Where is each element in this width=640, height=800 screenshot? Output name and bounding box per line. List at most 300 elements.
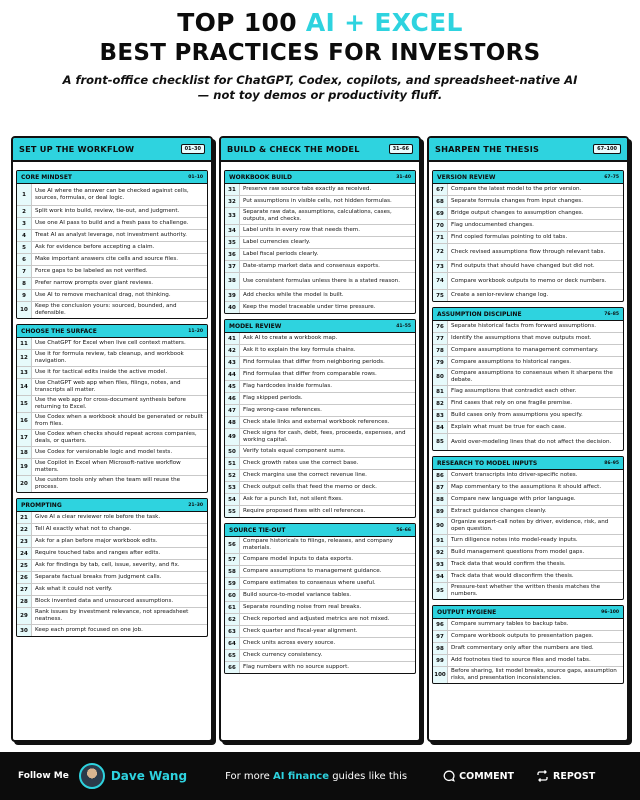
item-number: 16 <box>17 413 32 429</box>
item-number: 55 <box>225 506 240 517</box>
checklist-section <box>224 170 416 314</box>
item-number: 22 <box>17 524 32 535</box>
item-number: 61 <box>225 602 240 613</box>
item-text: Use the web app for cross-document synthesis before returning to Excel. <box>35 397 186 410</box>
title-prefix: TOP 100 <box>177 8 306 37</box>
item-text: Separate formula changes from input changes. <box>451 198 583 204</box>
item-number: 65 <box>225 650 240 661</box>
section-header <box>225 524 415 537</box>
checklist-section <box>432 170 624 302</box>
item-number: 30 <box>17 625 32 636</box>
item-number: 82 <box>433 398 448 409</box>
item-text: Bridge output changes to assumption changes. <box>451 210 584 216</box>
section-range: 96–100 <box>601 609 619 615</box>
checklist-item <box>17 184 207 206</box>
item-text: Separate rounding noise from real breaks. <box>243 604 362 610</box>
avatar[interactable] <box>79 763 105 789</box>
item-text: Find copied formulas pointing to old tabs. <box>451 234 568 240</box>
item-number: 77 <box>433 333 448 344</box>
section-header <box>17 171 207 184</box>
item-text: Label currencies clearly. <box>243 239 311 245</box>
item-number: 26 <box>17 572 32 583</box>
item-text: Track data that would confirm the thesis. <box>451 561 566 567</box>
item-text: Use custom tools only when the team will reuse the process. <box>35 477 181 490</box>
item-text: Ask for evidence before accepting a claim. <box>35 244 155 250</box>
checklist-item <box>225 196 415 208</box>
checklist-item <box>433 547 623 559</box>
item-number: 9 <box>17 290 32 301</box>
item-number: 70 <box>433 220 448 231</box>
checklist-item <box>17 290 207 302</box>
column-header <box>13 138 211 162</box>
section-header <box>17 325 207 338</box>
item-text: Pressure-test whether the written thesis matches the numbers. <box>451 584 601 597</box>
item-text: Ask for a punch list, not silent fixes. <box>243 496 343 502</box>
item-number: 1 <box>17 184 32 205</box>
item-number: 35 <box>225 237 240 248</box>
item-text: Find formulas that differ from comparable rows. <box>243 371 377 377</box>
item-number: 74 <box>433 273 448 289</box>
item-number: 20 <box>17 476 32 492</box>
checklist-item <box>433 619 623 631</box>
item-text: Add footnotes tied to source files and model tabs. <box>451 657 591 663</box>
column-title: SET UP THE WORKFLOW <box>19 144 135 154</box>
item-number: 6 <box>17 254 32 265</box>
item-number: 2 <box>17 206 32 217</box>
item-number: 13 <box>17 367 32 378</box>
section-range: 11–20 <box>188 328 203 334</box>
checklist-item <box>433 369 623 386</box>
item-number: 79 <box>433 357 448 368</box>
item-number: 7 <box>17 266 32 277</box>
checklist-column <box>427 136 629 742</box>
checklist-section <box>432 605 624 684</box>
item-text: Explain what must be true for each case. <box>451 424 567 430</box>
item-text: Date-stamp market data and consensus exports. <box>243 263 380 269</box>
item-number: 83 <box>433 410 448 421</box>
item-number: 28 <box>17 596 32 607</box>
checklist-item <box>433 559 623 571</box>
checklist-item <box>433 518 623 535</box>
checklist-item <box>225 333 415 345</box>
item-text: Ask for a plan before major workbook edits. <box>35 538 158 544</box>
item-number: 62 <box>225 614 240 625</box>
item-text: Flag assumptions that contradict each other. <box>451 388 577 394</box>
checklist-item <box>17 218 207 230</box>
item-text: Compare historicals to filings, releases, and company materials. <box>243 538 393 551</box>
item-number: 78 <box>433 345 448 356</box>
checklist-item <box>225 554 415 566</box>
checklist-item <box>225 626 415 638</box>
page-subtitle: A front-office checklist for ChatGPT, Codex, copilots, and spreadsheet-native AI — not toy demos or productivity fluff. <box>62 73 578 102</box>
column-title: BUILD & CHECK THE MODEL <box>227 144 360 154</box>
checklist-item <box>433 208 623 220</box>
item-text: Use ChatGPT web app when files, filings, notes, and transcripts all matter. <box>35 380 181 393</box>
item-number: 8 <box>17 278 32 289</box>
item-number: 93 <box>433 559 448 570</box>
item-number: 57 <box>225 554 240 565</box>
item-text: Flag hardcodes inside formulas. <box>243 383 333 389</box>
item-number: 72 <box>433 244 448 260</box>
item-number: 75 <box>433 290 448 301</box>
item-number: 58 <box>225 566 240 577</box>
item-number: 71 <box>433 232 448 243</box>
item-text: Block invented data and unsourced assumptions. <box>35 598 174 604</box>
item-number: 5 <box>17 242 32 253</box>
checklist-item <box>17 430 207 447</box>
section-title: VERSION REVIEW <box>437 173 496 181</box>
item-text: Flag numbers with no source support. <box>243 664 350 670</box>
item-number: 46 <box>225 393 240 404</box>
item-number: 4 <box>17 230 32 241</box>
cta-prefix: For more <box>225 770 273 782</box>
checklist-section <box>224 319 416 518</box>
item-text: Ask AI to create a workbook map. <box>243 335 338 341</box>
item-text: Draft commentary only after the numbers are tied. <box>451 645 594 651</box>
item-text: Find formulas that differ from neighboring periods. <box>243 359 385 365</box>
item-number: 38 <box>225 273 240 289</box>
item-text: Flag skipped periods. <box>243 395 303 401</box>
checklist-item <box>17 266 207 278</box>
item-number: 69 <box>433 208 448 219</box>
checklist-item <box>17 338 207 350</box>
item-text: Ask for findings by tab, cell, issue, severity, and fix. <box>35 562 180 568</box>
section-range: 31–40 <box>396 174 411 180</box>
item-text: Separate historical facts from forward assumptions. <box>451 323 597 329</box>
item-text: Compare workbook outputs to memo or deck numbers. <box>451 277 607 284</box>
item-number: 53 <box>225 482 240 493</box>
column-range-badge: 67–100 <box>593 144 621 154</box>
checklist-item <box>225 662 415 673</box>
item-number: 81 <box>433 386 448 397</box>
item-number: 47 <box>225 405 240 416</box>
checklist-item <box>433 261 623 273</box>
item-number: 33 <box>225 208 240 224</box>
item-text: Label fiscal periods clearly. <box>243 251 319 257</box>
checklist-item <box>433 321 623 333</box>
checklist-item <box>17 413 207 430</box>
item-text: Compare workbook outputs to presentation pages. <box>451 633 594 639</box>
item-text: Track data that would disconfirm the thesis. <box>451 573 574 579</box>
item-number: 18 <box>17 447 32 458</box>
checklist-item <box>433 184 623 196</box>
checklist-item <box>225 381 415 393</box>
cta-suffix: guides like this <box>329 770 408 782</box>
item-number: 95 <box>433 583 448 599</box>
item-number: 97 <box>433 631 448 642</box>
item-number: 85 <box>433 434 448 450</box>
cta-accent: AI finance <box>272 770 330 782</box>
item-text: Flag wrong-case references. <box>243 407 322 413</box>
section-range: 76–85 <box>604 311 619 317</box>
checklist-item <box>225 357 415 369</box>
checklist-item <box>433 655 623 667</box>
item-text: Check currency consistency. <box>243 652 323 658</box>
item-text: Keep the conclusion yours: sourced, bounded, and defensible. <box>35 303 177 316</box>
checklist-section <box>224 523 416 674</box>
item-text: Split work into build, review, tie-out, and judgment. <box>35 208 180 214</box>
section-header <box>433 171 623 184</box>
author-name[interactable]: Dave Wang <box>110 769 188 783</box>
checklist-item <box>17 350 207 367</box>
item-number: 48 <box>225 417 240 428</box>
item-number: 56 <box>225 537 240 553</box>
comment-button[interactable] <box>443 770 514 782</box>
item-text: Identify the assumptions that move outputs most. <box>451 335 592 341</box>
checklist-item <box>433 422 623 434</box>
item-number: 94 <box>433 571 448 582</box>
column-header <box>221 138 419 162</box>
item-number: 44 <box>225 369 240 380</box>
column-header <box>429 138 627 162</box>
item-text: Check quarter and fiscal-year alignment. <box>243 628 358 634</box>
item-number: 41 <box>225 333 240 344</box>
checklist-item <box>433 434 623 450</box>
item-number: 10 <box>17 302 32 318</box>
section-title: CORE MINDSET <box>21 173 73 181</box>
item-number: 19 <box>17 459 32 475</box>
item-text: Check reported and adjusted metrics are not mixed. <box>243 616 390 622</box>
item-text: Compare assumptions to consensus when it sharpens the debate. <box>451 370 613 383</box>
item-number: 25 <box>17 560 32 571</box>
section-title: SOURCE TIE-OUT <box>229 526 286 534</box>
item-number: 42 <box>225 345 240 356</box>
checklist-item <box>225 393 415 405</box>
item-text: Prefer narrow prompts over giant reviews. <box>35 280 154 286</box>
header <box>0 8 640 103</box>
checklist-item <box>17 608 207 625</box>
item-number: 64 <box>225 638 240 649</box>
item-text: Avoid over-modeling lines that do not affect the decision. <box>451 438 612 445</box>
item-text: Build cases only from assumptions you specify. <box>451 412 583 418</box>
checklist-item <box>225 302 415 313</box>
item-number: 66 <box>225 662 240 673</box>
item-text: Check units across every source. <box>243 640 336 646</box>
checklist-item <box>17 596 207 608</box>
checklist-item <box>225 290 415 302</box>
item-text: Extract guidance changes cleanly. <box>451 508 547 514</box>
item-text: Compare assumptions to historical ranges. <box>451 359 572 365</box>
item-text: Use Codex when a workbook should be generated or rebuilt from files. <box>35 414 203 427</box>
checklist-item <box>17 302 207 318</box>
item-number: 99 <box>433 655 448 666</box>
item-number: 90 <box>433 518 448 534</box>
item-text: Tell AI exactly what not to change. <box>35 526 132 532</box>
item-number: 88 <box>433 494 448 505</box>
item-text: Build source-to-model variance tables. <box>243 592 352 598</box>
follow-label: Follow Me <box>18 771 69 781</box>
item-number: 32 <box>225 196 240 207</box>
checklist-item <box>225 590 415 602</box>
checklist-item <box>433 345 623 357</box>
checklist-item <box>433 535 623 547</box>
checklist-item <box>433 410 623 422</box>
section-header <box>433 308 623 321</box>
item-number: 45 <box>225 381 240 392</box>
item-text: Require touched tabs and ranges after edits. <box>35 550 161 556</box>
checklist-item <box>225 650 415 662</box>
checklist-section <box>432 456 624 600</box>
column-range-badge: 31–66 <box>389 144 413 154</box>
item-text: Force gaps to be labeled as not verified. <box>35 268 148 274</box>
item-number: 60 <box>225 590 240 601</box>
item-text: Use Copilot in Excel when Microsoft-native workflow matters. <box>35 460 181 473</box>
item-number: 24 <box>17 548 32 559</box>
checklist-item <box>17 625 207 636</box>
item-number: 49 <box>225 429 240 445</box>
page-title-line2: BEST PRACTICES FOR INVESTORS <box>99 40 541 66</box>
section-title: PROMPTING <box>21 501 62 509</box>
checklist-item <box>17 242 207 254</box>
item-text: Organize expert-call notes by driver, evidence, risk, and open question. <box>451 519 609 532</box>
item-number: 40 <box>225 302 240 313</box>
item-text: Check margins use the correct revenue line. <box>243 472 367 478</box>
item-number: 68 <box>433 196 448 207</box>
item-number: 17 <box>17 430 32 446</box>
item-text: Separate factual breaks from judgment calls. <box>35 574 162 580</box>
item-text: Check stale links and external workbook references. <box>243 419 390 425</box>
item-number: 15 <box>17 396 32 412</box>
checklist-item <box>433 244 623 261</box>
repost-button[interactable] <box>536 770 595 782</box>
checklist-item <box>17 560 207 572</box>
checklist-item <box>17 512 207 524</box>
item-text: Use it for tactical edits inside the active model. <box>35 369 168 375</box>
checklist-item <box>433 357 623 369</box>
checklist-item <box>17 254 207 266</box>
item-number: 92 <box>433 547 448 558</box>
item-number: 34 <box>225 225 240 236</box>
item-text: Use it for formula review, tab cleanup, and workbook navigation. <box>35 351 184 364</box>
section-range: 21–30 <box>188 502 203 508</box>
checklist-item <box>17 536 207 548</box>
item-number: 14 <box>17 379 32 395</box>
item-text: Build management questions from model gaps. <box>451 549 585 555</box>
item-text: Separate raw data, assumptions, calculations, cases, outputs, and checks. <box>243 209 392 222</box>
checklist-item <box>225 261 415 273</box>
item-number: 50 <box>225 446 240 457</box>
item-text: Compare new language with prior language. <box>451 496 576 502</box>
checklist-item <box>433 386 623 398</box>
item-text: Flag undocumented changes. <box>451 222 534 228</box>
item-number: 11 <box>17 338 32 349</box>
checklist-item <box>225 429 415 446</box>
checklist-item <box>225 614 415 626</box>
item-number: 84 <box>433 422 448 433</box>
section-title: ASSUMPTION DISCIPLINE <box>437 310 522 318</box>
checklist-section <box>16 170 208 319</box>
item-text: Compare assumptions to management commentary. <box>451 347 599 353</box>
checklist-item <box>17 524 207 536</box>
checklist-item <box>225 470 415 482</box>
item-number: 21 <box>17 512 32 523</box>
checklist-item <box>17 396 207 413</box>
item-number: 12 <box>17 350 32 366</box>
item-text: Create a senior-review change log. <box>451 292 549 298</box>
checklist-item <box>225 345 415 357</box>
checklist-item <box>433 482 623 494</box>
item-text: Compare the latest model to the prior version. <box>451 186 582 192</box>
item-text: Use Codex when checks should repeat across companies, deals, or quarters. <box>35 431 197 444</box>
item-number: 51 <box>225 458 240 469</box>
checklist-item <box>225 417 415 429</box>
item-number: 67 <box>433 184 448 195</box>
item-text: Give AI a clear reviewer role before the task. <box>35 514 161 520</box>
item-number: 89 <box>433 506 448 517</box>
section-title: WORKBOOK BUILD <box>229 173 292 181</box>
section-header <box>225 171 415 184</box>
checklist-item <box>225 494 415 506</box>
checklist-column <box>219 136 421 742</box>
item-text: Compare summary tables to backup tabs. <box>451 621 569 627</box>
section-title: RESEARCH TO MODEL INPUTS <box>437 459 538 467</box>
checklist-item <box>17 447 207 459</box>
item-number: 31 <box>225 184 240 195</box>
checklist-section <box>16 324 208 493</box>
page-title <box>0 8 640 38</box>
checklist-item <box>433 667 623 683</box>
item-text: Use Codex for versionable logic and model tests. <box>35 449 173 455</box>
checklist-item <box>225 273 415 290</box>
checklist-item <box>225 237 415 249</box>
section-title: MODEL REVIEW <box>229 322 282 330</box>
item-text: Add checks while the model is built. <box>243 292 344 298</box>
item-text: Find cases that rely on one fragile premise. <box>451 400 573 406</box>
column-title: SHARPEN THE THESIS <box>435 144 540 154</box>
section-range: 01–10 <box>188 174 203 180</box>
item-text: Require proposed fixes with cell references. <box>243 508 366 514</box>
item-text: Ask it to explain the key formula chains. <box>243 347 356 353</box>
section-header <box>433 606 623 619</box>
checklist-item <box>225 369 415 381</box>
item-text: Use AI to remove mechanical drag, not thinking. <box>35 292 171 298</box>
footer-cta <box>225 771 407 782</box>
checklist-item <box>225 208 415 225</box>
section-header <box>225 320 415 333</box>
checklist-item <box>17 379 207 396</box>
checklist-item <box>225 184 415 196</box>
checklist-item <box>433 196 623 208</box>
checklist-item <box>225 566 415 578</box>
item-number: 98 <box>433 643 448 654</box>
checklist-item <box>17 206 207 218</box>
checklist-item <box>433 631 623 643</box>
item-number: 54 <box>225 494 240 505</box>
item-number: 59 <box>225 578 240 589</box>
item-number: 23 <box>17 536 32 547</box>
checklist-item <box>433 398 623 410</box>
item-number: 80 <box>433 369 448 385</box>
checklist-item <box>433 643 623 655</box>
checklist-item <box>17 476 207 492</box>
section-range: 86–95 <box>604 460 619 466</box>
item-text: Turn diligence notes into model-ready inputs. <box>451 537 578 543</box>
item-number: 91 <box>433 535 448 546</box>
item-text: Check revised assumptions flow through relevant tabs. <box>451 248 606 255</box>
checklist-item <box>225 446 415 458</box>
checklist-item <box>17 459 207 476</box>
item-number: 96 <box>433 619 448 630</box>
checklist-item <box>433 583 623 599</box>
checklist-item <box>17 278 207 290</box>
checklist-item <box>225 405 415 417</box>
checklist-item <box>17 548 207 560</box>
item-number: 27 <box>17 584 32 595</box>
item-text: Make important answers cite cells and source files. <box>35 256 179 262</box>
section-range: 41–55 <box>396 323 411 329</box>
item-text: Convert transcripts into driver-specific notes. <box>451 472 578 478</box>
checklist-item <box>225 458 415 470</box>
